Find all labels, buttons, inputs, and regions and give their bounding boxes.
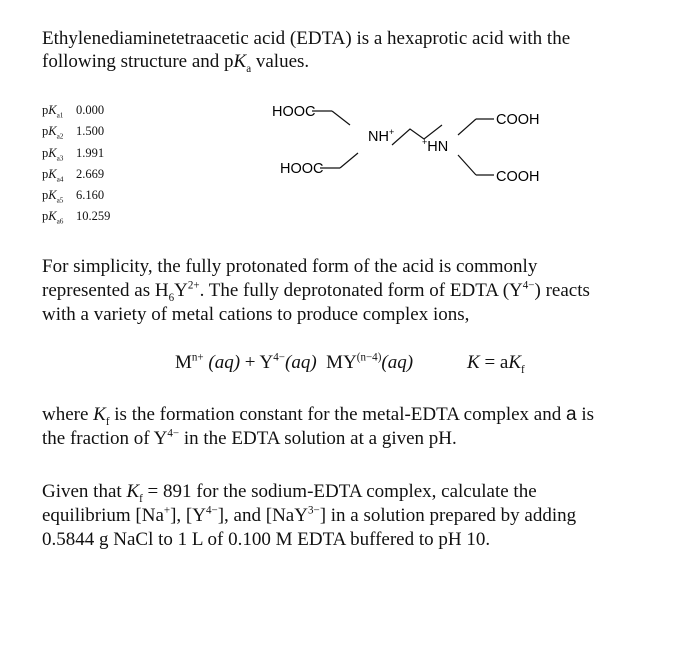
structure-hooc-bottom: HOOC	[280, 161, 324, 177]
pka-row	[42, 100, 110, 121]
question-line-1: Given that $K_f = 891$ for the sodium-EDTA complex, calculate the	[42, 481, 537, 505]
pka-row	[42, 185, 110, 206]
formation-constant-relation: $K = aK_f$	[467, 352, 525, 376]
pka-row	[42, 121, 110, 142]
pka-table	[42, 100, 110, 228]
definition-line-1: where $K_f$ is the formation constant for the metal-EDTA complex and a is	[42, 404, 595, 428]
pka-value: 0.000	[76, 103, 105, 117]
intro-line-1: Ethylenediaminetetraacetic acid (EDTA) is a hexaprotic acid with the	[42, 28, 571, 49]
complexation-equation: $M^{n+}$ $(aq) + Y^{4-}(aq)$ $MY^{(n-4)}(aq)$	[175, 351, 414, 373]
edta-structure-diagram	[262, 95, 582, 215]
pka-label: $pK_{a4}$	[42, 166, 64, 184]
simplicity-paragraph	[42, 255, 642, 327]
simplicity-line-1: For simplicity, the fully protonated form of the acid is commonly	[42, 256, 538, 277]
pka-label: $pK_{a6}$	[42, 209, 64, 226]
pka-row	[42, 164, 110, 185]
intro-paragraph	[42, 27, 642, 73]
structure-nh-right: +HN	[422, 137, 449, 155]
pka-value: 6.160	[76, 188, 105, 203]
pka-label: $pK_{a2}$	[42, 124, 64, 141]
structure-hooc-top: HOOC	[272, 104, 316, 120]
simplicity-line-3: with a variety of metal cations to produce complex ions,	[42, 304, 470, 325]
definition-paragraph	[42, 403, 662, 451]
structure-nh-left: NH+	[368, 127, 395, 145]
question-line-3: 0.5844 g NaCl to 1 L of 0.100 M EDTA buffered to pH 10.	[42, 529, 491, 550]
intro-line-2: following structure and $pK_a$ values.	[42, 51, 310, 75]
simplicity-line-2: represented as $H_6Y^{2+}$. The fully deprotonated form of EDTA $(Y^{4-})$ reacts	[42, 279, 590, 304]
pka-value: 2.669	[76, 166, 105, 181]
structure-cooh-top: COOH	[496, 112, 540, 128]
pka-label: $pK_{a5}$	[42, 188, 64, 205]
pka-row	[42, 206, 110, 227]
pka-row	[42, 143, 110, 164]
definition-line-2: the fraction of $Y^{4-}$ in the EDTA solution at a given pH.	[42, 427, 457, 449]
pka-label: $pK_{a3}$	[42, 145, 64, 163]
pka-value: 1.991	[76, 145, 105, 160]
question-paragraph	[42, 480, 662, 552]
pka-value: 10.259	[76, 209, 111, 224]
pka-label: $pK_{a1}$	[42, 103, 64, 120]
question-line-2: equilibrium [Na+], $[Y^{4-}]$, and [NaY$^{3-}$] in a solution prepared by adding	[42, 504, 577, 526]
pka-value: 1.500	[76, 124, 105, 139]
structure-cooh-bottom: COOH	[496, 169, 540, 185]
